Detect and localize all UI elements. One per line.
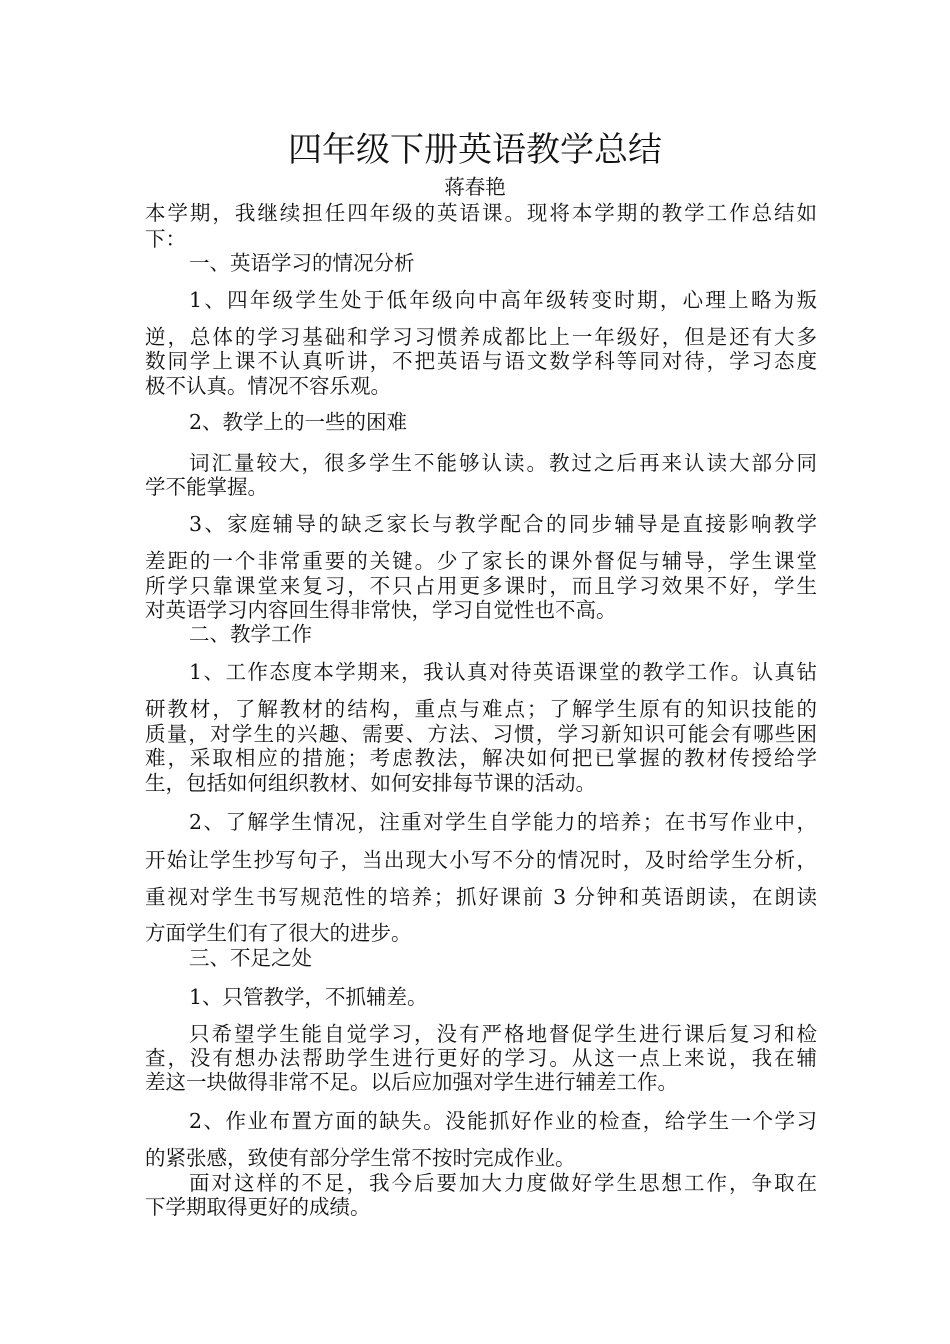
text-line: 的紧张感，致使有部分学生常不按时完成作业。 [145, 1146, 576, 1170]
text-line: 质量，对学生的兴趣、需要、方法、习惯，学习新知识可能会有哪些困 [145, 722, 817, 746]
text-line: 面对这样的不足，我今后要加大力度做好学生思想工作，争取在 [189, 1171, 817, 1195]
text-line: 只希望学生能自觉学习，没有严格地督促学生进行课后复习和检 [189, 1022, 817, 1046]
text-line: 方面学生们有了很大的进步。 [145, 921, 412, 945]
text-line: 2、了解学生情况，注重对学生自学能力的培养；在书写作业中， [189, 810, 817, 834]
text-line: 1、工作态度本学期来，我认真对待英语课堂的教学工作。认真钻 [189, 660, 817, 684]
text-line: 所学只靠课堂来复习，不只占用更多课时，而且学习效果不好，学生 [145, 574, 817, 598]
text-line: 重视对学生书写规范性的培养；抓好课前 3 分钟和英语朗读，在朗读 [145, 885, 817, 909]
section-heading: 三、不足之处 [189, 946, 312, 970]
text-line: 本学期，我继续担任四年级的英语课。现将本学期的教学工作总结如 [145, 201, 817, 225]
document-title: 四年级下册英语教学总结 [288, 130, 662, 170]
text-line: 难，采取相应的措施；考虑教法，解决如何把已掌握的教材传授给学 [145, 746, 817, 770]
text-line: 2、作业布置方面的缺失。没能抓好作业的检查，给学生一个学习 [189, 1109, 817, 1133]
text-line: 研教材，了解教材的结构，重点与难点；了解学生原有的知识技能的 [145, 697, 817, 721]
text-line: 1、只管教学，不抓辅差。 [189, 985, 428, 1009]
text-line: 1、四年级学生处于低年级向中高年级转变时期，心理上略为叛 [189, 288, 817, 312]
text-line: 差距的一个非常重要的关键。少了家长的课外督促与辅导，学生课堂 [145, 549, 817, 573]
text-line: 开始让学生抄写句子，当出现大小写不分的情况时，及时给学生分析， [145, 848, 817, 872]
text-line: 学不能掌握。 [145, 475, 268, 499]
text-line: 查，没有想办法帮助学生进行更好的学习。从这一点上来说，我在辅 [145, 1046, 817, 1070]
text-line: 极不认真。情况不容乐观。 [145, 374, 391, 398]
text-line: 词汇量较大，很多学生不能够认读。教过之后再来认读大部分同 [189, 451, 817, 475]
text-line: 逆，总体的学习基础和学习习惯养成都比上一年级好，但是还有大多 [145, 325, 817, 349]
text-line: 2、教学上的一些的困难 [189, 410, 408, 434]
text-line: 数同学上课不认真听讲，不把英语与语文数学科等同对待，学习态度 [145, 349, 817, 373]
text-line: 下学期取得更好的成绩。 [145, 1195, 371, 1219]
text-line: 生，包括如何组织教材、如何安排每节课的活动。 [145, 771, 596, 795]
document-author: 蒋春艳 [444, 175, 506, 199]
section-heading: 一、英语学习的情况分析 [189, 251, 415, 275]
section-heading: 二、教学工作 [189, 622, 312, 646]
text-line: 对英语学习内容回生得非常快，学习自觉性也不高。 [145, 598, 617, 622]
text-line: 差这一块做得非常不足。以后应加强对学生进行辅差工作。 [145, 1070, 678, 1094]
text-line: 3、家庭辅导的缺乏家长与教学配合的同步辅导是直接影响教学 [189, 512, 817, 536]
text-line: 下： [145, 227, 186, 251]
